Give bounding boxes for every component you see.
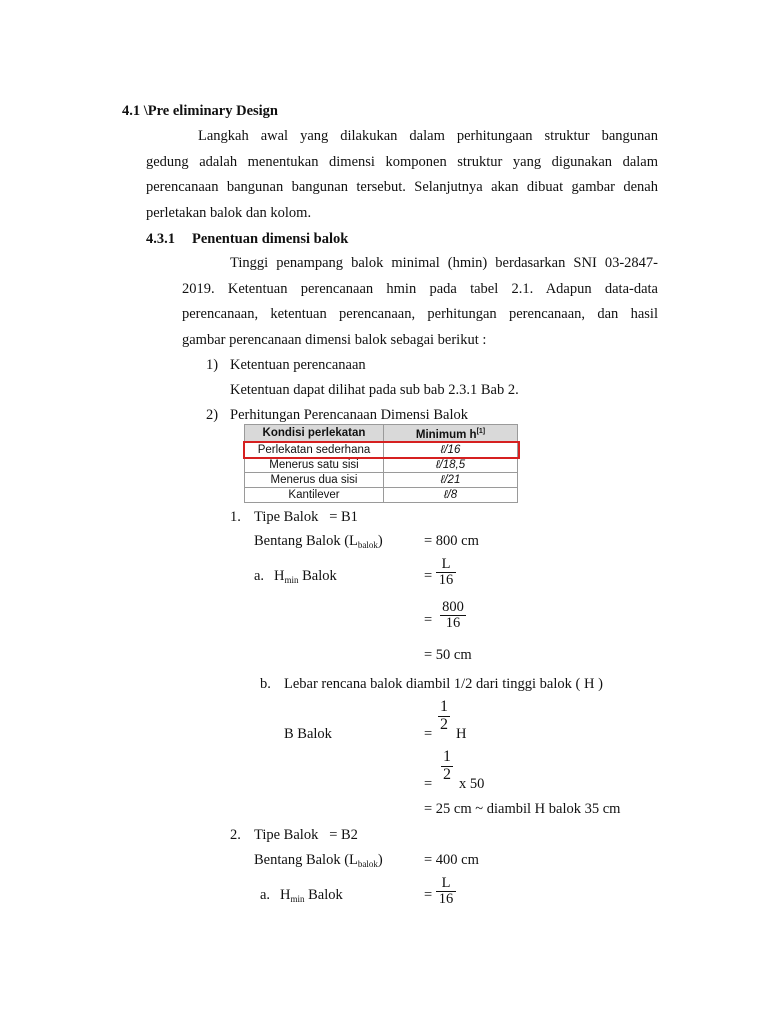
list-item-1-text: Ketentuan dapat dilihat pada sub bab 2.3.1 Bab 2. bbox=[230, 382, 519, 398]
table-cell: Kantilever bbox=[245, 487, 384, 502]
sub-para-line-4: gambar perencanaan dimensi balok sebagai berikut : bbox=[182, 332, 487, 348]
fraction-denominator: 2 bbox=[443, 765, 451, 783]
b1-eq-1: = bbox=[424, 568, 433, 584]
intro-line-2: gedung adalah menentukan dimensi komponen struktur yang digunakan dalam bbox=[146, 154, 658, 170]
b1-half-fraction-2 bbox=[441, 749, 453, 784]
table-cell: Menerus satu sisi bbox=[245, 457, 384, 472]
b1-fraction-1 bbox=[436, 557, 456, 588]
b1-number: 1. bbox=[230, 509, 241, 525]
fraction-numerator: L bbox=[441, 875, 451, 891]
b1-a-label: a. bbox=[254, 568, 265, 584]
b2-hmin-label: $H_{min}$ Balok bbox=[280, 887, 343, 904]
table-cell: Perlekatan sederhana bbox=[245, 442, 384, 457]
section-title: 4.1 \Pre eliminary Design bbox=[122, 103, 278, 119]
intro-line-3: perencanaan bangunan bangunan tersebut. Selanjutnya akan dibuat gambar denah bbox=[146, 179, 658, 195]
table-cell: ℓ/18,5 bbox=[384, 457, 518, 472]
b1-bentang-value: = 800 cm bbox=[424, 533, 479, 549]
fraction-numerator: 1 bbox=[440, 698, 448, 715]
b2-a-label: a. bbox=[260, 887, 271, 903]
b2-tipe: Tipe Balok = B2 bbox=[254, 827, 358, 843]
b1-half-fraction-1 bbox=[438, 699, 450, 734]
table-cell: ℓ/8 bbox=[384, 487, 518, 502]
fraction-denominator: 16 bbox=[438, 572, 454, 589]
table-header-cell: Minimum h[1] bbox=[384, 425, 518, 443]
table-header-row bbox=[245, 425, 518, 443]
b2-number: 2. bbox=[230, 827, 241, 843]
intro-line-4: perletakan balok dan kolom. bbox=[146, 205, 312, 221]
list-item-2-number: 2) bbox=[206, 407, 219, 423]
b1-eq-3: = bbox=[424, 726, 433, 742]
table-header-cell: Kondisi perlekatan bbox=[245, 425, 384, 443]
b1-b-result: = 25 cm ~ diambil H balok 35 cm bbox=[424, 801, 621, 817]
list-item-2-label: Perhitungan Perencanaan Dimensi Balok bbox=[230, 407, 468, 423]
fraction-denominator: 2 bbox=[440, 715, 448, 733]
fraction-denominator: 16 bbox=[445, 615, 461, 632]
b1-hmin-label: $H_{min}$ Balok bbox=[274, 568, 337, 585]
sub-para-line-3: perencanaan, ketentuan perencanaan, perhitungan perencanaan, dan hasil bbox=[182, 306, 658, 322]
fraction-numerator: L bbox=[441, 556, 451, 572]
b1-eq-2: = bbox=[424, 612, 433, 628]
subsection-title: Penentuan dimensi balok bbox=[192, 231, 349, 247]
table-row bbox=[245, 457, 518, 472]
b2-bentang-value: = 400 cm bbox=[424, 852, 479, 868]
fraction-denominator: 16 bbox=[438, 891, 454, 908]
table-cell: ℓ/16 bbox=[384, 442, 518, 457]
b1-h-symbol: H bbox=[456, 726, 467, 742]
b1-bentang-label: Bentang Balok $(L_{balok})$ bbox=[254, 533, 383, 550]
b1-result: = 50 cm bbox=[424, 647, 472, 663]
table-cell: Menerus dua sisi bbox=[245, 472, 384, 487]
b1-fraction-2 bbox=[440, 600, 466, 631]
list-item-1-number: 1) bbox=[206, 357, 219, 373]
subsection-number: 4.3.1 bbox=[146, 231, 175, 247]
table-cell: ℓ/21 bbox=[384, 472, 518, 487]
list-item-1-label: Ketentuan perencanaan bbox=[230, 357, 366, 373]
b2-fraction-1 bbox=[436, 876, 456, 907]
b1-b-text: Lebar rencana balok diambil 1/2 dari tinggi balok ( H ) bbox=[284, 676, 603, 692]
b1-x50: x 50 bbox=[459, 776, 485, 792]
table-row bbox=[245, 487, 518, 502]
fraction-numerator: 1 bbox=[443, 748, 451, 765]
b2-bentang-label: Bentang Balok $(L_{balok})$ bbox=[254, 852, 383, 869]
b1-tipe: Tipe Balok = B1 bbox=[254, 509, 358, 525]
sub-para-line-2: 2019. Ketentuan perencanaan hmin pada tabel 2.1. Adapun data-data bbox=[182, 281, 658, 297]
b2-eq-1: = bbox=[424, 887, 433, 903]
sub-para-line-1: Tinggi penampang balok minimal (hmin) berdasarkan SNI 03-2847- bbox=[230, 255, 658, 271]
table-row bbox=[245, 472, 518, 487]
hmin-table bbox=[244, 424, 518, 503]
table-highlight-box bbox=[243, 441, 520, 459]
b1-bbalok-label: B Balok bbox=[284, 726, 332, 742]
fraction-numerator: 800 bbox=[442, 599, 464, 615]
intro-line-1: Langkah awal yang dilakukan dalam perhitungaan struktur bangunan bbox=[198, 128, 658, 144]
b1-eq-4: = bbox=[424, 776, 433, 792]
b1-b-label: b. bbox=[260, 676, 271, 692]
